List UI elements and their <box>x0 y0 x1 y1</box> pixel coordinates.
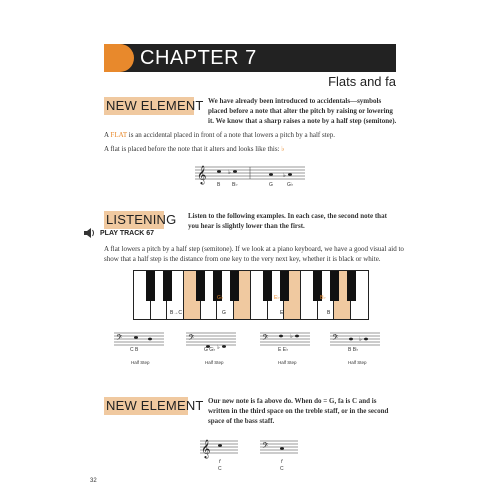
note-label: C <box>280 466 284 472</box>
svg-text:𝄢: 𝄢 <box>262 334 269 345</box>
section-tag-listening: LISTENING <box>106 212 177 227</box>
key-label: E♭ <box>274 295 280 301</box>
bass-example-notes: G G♭ <box>204 347 216 353</box>
fa-staff-examples <box>200 436 305 460</box>
key-label: G♭ <box>217 295 224 301</box>
flat-description: A flat is placed before the note that it alters and looks like this: ♭ <box>104 145 285 153</box>
black-key <box>146 271 155 301</box>
bass-example-notes: E E♭ <box>278 347 289 353</box>
black-key <box>280 271 289 301</box>
chapter-accent-tab <box>104 44 134 72</box>
svg-text:𝄞: 𝄞 <box>197 165 207 184</box>
svg-text:♭: ♭ <box>228 170 231 176</box>
key-label: G <box>222 310 226 316</box>
black-key <box>230 271 239 301</box>
black-key <box>263 271 272 301</box>
svg-text:♭: ♭ <box>359 337 362 343</box>
bass-example-notes: C B <box>130 347 139 353</box>
svg-text:𝄢: 𝄢 <box>332 334 339 345</box>
black-key <box>330 271 339 301</box>
bass-staff-examples <box>114 328 382 352</box>
note-label: B <box>217 182 221 188</box>
flat-definition: A FLAT is an accidental placed in front of a note that lowers a pitch by a half step. <box>104 131 336 139</box>
speaker-icon[interactable] <box>82 226 96 240</box>
section-tag-new-element-2: NEW ELEMENT <box>106 398 204 413</box>
half-step-description: A flat lowers a pitch by a half step (semitone). If we look at a piano keyboard, we have a good visual aid to show that a half step is the distance from one key to the very next key, whether it is black or white. <box>104 245 404 263</box>
piano-keyboard <box>133 270 369 320</box>
key-label: B→C <box>170 310 182 316</box>
flat-term: FLAT <box>110 131 128 139</box>
key-label: B <box>327 310 331 316</box>
key-label: E <box>280 310 284 316</box>
note-label: G♭ <box>287 182 294 188</box>
section1-intro: We have already been introduced to accidentals—symbols placed before a note that alter the pitch by raising or lowering it. We know that a sharp raises a note by a half step (semitone). <box>208 97 397 125</box>
half-step-caption: Half Step <box>278 360 297 365</box>
chapter-subtitle: Flats and fa <box>328 74 396 89</box>
section2-intro: Listen to the following examples. In each case, the second note that you hear is slightly lower than the first. <box>188 212 387 230</box>
section3-intro: Our new note is fa above do. When do = G, fa is C and is written in the third space on the treble staff, or in the second space of the bass staff. <box>208 397 389 425</box>
svg-text:𝄢: 𝄢 <box>116 334 123 345</box>
note-label: C <box>218 466 222 472</box>
svg-text:♭: ♭ <box>290 334 293 340</box>
svg-text:𝄞: 𝄞 <box>201 439 211 458</box>
half-step-caption: Half Step <box>131 360 150 365</box>
page-number: 32 <box>90 478 97 484</box>
play-track-label[interactable]: PLAY TRACK 67 <box>100 230 155 237</box>
half-step-caption: Half Step <box>205 360 224 365</box>
section-tag-new-element: NEW ELEMENT <box>106 98 204 113</box>
note-label: G <box>269 182 273 188</box>
svg-text:𝄢: 𝄢 <box>188 334 195 345</box>
note-label: B♭ <box>232 182 238 188</box>
note-label: f <box>219 459 221 465</box>
svg-text:♭: ♭ <box>283 173 286 179</box>
black-key <box>163 271 172 301</box>
chapter-title: CHAPTER 7 <box>140 47 257 69</box>
bass-example-notes: B B♭ <box>348 347 359 353</box>
half-step-caption: Half Step <box>348 360 367 365</box>
note-label: f <box>281 459 283 465</box>
black-key <box>196 271 205 301</box>
svg-text:♭: ♭ <box>217 345 220 351</box>
svg-text:𝄢: 𝄢 <box>262 442 269 453</box>
black-key <box>347 271 356 301</box>
flat-symbol-icon: ♭ <box>281 145 285 153</box>
key-label: B♭ <box>320 295 326 301</box>
